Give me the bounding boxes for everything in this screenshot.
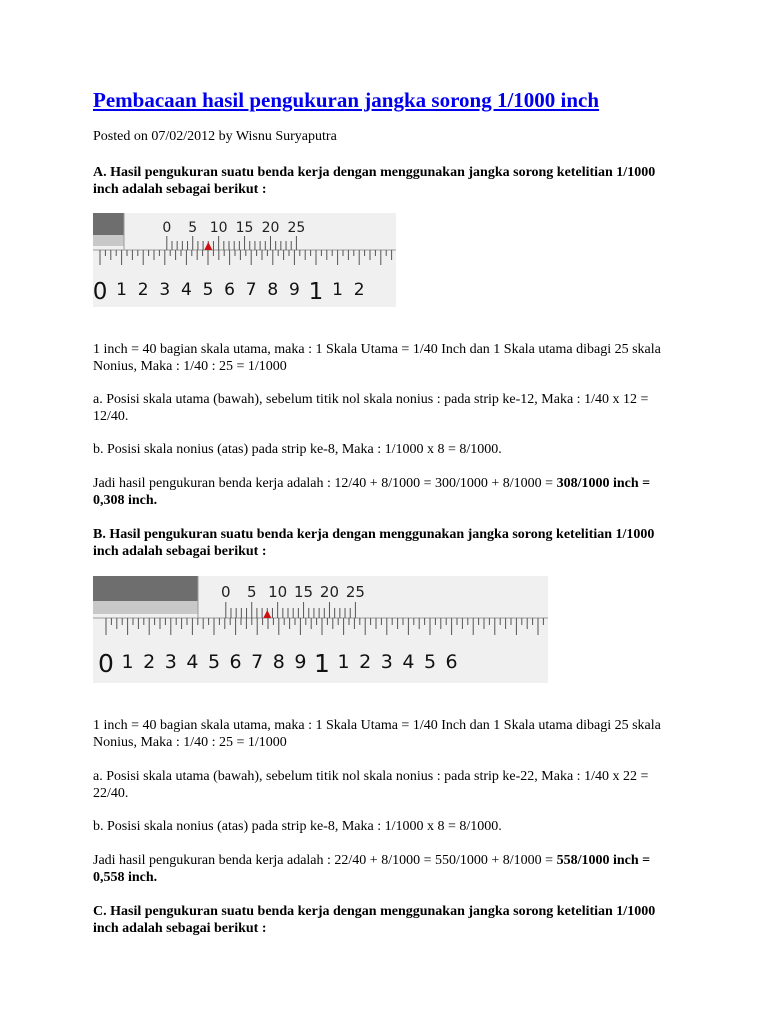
- main-scale-label: 3: [159, 280, 171, 300]
- main-scale-label: 7: [245, 280, 257, 300]
- vernier-scale-label: 20: [319, 583, 340, 601]
- main-scale-label: 9: [288, 280, 300, 300]
- main-scale-label: 3: [380, 651, 393, 673]
- main-scale-label: 1: [332, 280, 344, 300]
- caliper-figure-a: [93, 213, 396, 307]
- main-scale-label: 1: [308, 279, 324, 305]
- main-scale-label: 1: [337, 651, 350, 673]
- main-scale-label: 7: [251, 651, 264, 673]
- vernier-scale-label: 5: [188, 220, 198, 236]
- section-b-step-b: b. Posisi skala nonius (atas) pada strip ke-8, Maka : 1/1000 x 8 = 8/1000.: [93, 819, 502, 834]
- main-scale-label: 0: [98, 649, 114, 678]
- vernier-scale-label: 20: [261, 220, 280, 236]
- main-scale-label: 0: [93, 279, 108, 305]
- main-scale-label: 1: [121, 651, 134, 673]
- section-b-intro: 1 inch = 40 bagian skala utama, maka : 1 Skala Utama = 1/40 Inch dan 1 Skala utama dibagi 25 skala Nonius, Maka : 1/40 : 25 = 1/1000: [93, 718, 661, 750]
- result-value: 558/1000 inch = 0,558 inch.: [93, 853, 651, 885]
- jaw-dark-band: [93, 576, 198, 601]
- vernier-scale-label: 5: [246, 583, 257, 601]
- main-scale-label: 6: [445, 651, 458, 673]
- vernier-scale-label: 0: [162, 220, 172, 236]
- jaw-light-band: [93, 601, 198, 614]
- result-text: Jadi hasil pengukuran benda kerja adalah : 12/40 + 8/1000 = 300/1000 + 8/1000 =: [93, 476, 557, 491]
- vernier-scale-label: 15: [235, 220, 254, 236]
- vernier-scale-label: 10: [268, 583, 288, 601]
- section-a-heading: A. Hasil pengukuran suatu benda kerja dengan menggunakan jangka sorong ketelitian 1/1000 inch adalah sebagai berikut :: [93, 165, 656, 197]
- section-b-step-a: a. Posisi skala utama (bawah), sebelum titik nol skala nonius : pada strip ke-22, Maka : 1/40 x 22 = 22/40.: [93, 769, 649, 801]
- main-scale-label: 4: [402, 651, 415, 673]
- section-a-step-a: a. Posisi skala utama (bawah), sebelum titik nol skala nonius : pada strip ke-12, Maka : 1/40 x 12 = 12/40.: [93, 392, 649, 424]
- main-scale-label: 6: [224, 280, 236, 300]
- main-scale-label: 2: [137, 280, 149, 300]
- jaw-dark-band: [93, 213, 124, 235]
- jaw-light-band: [93, 235, 124, 246]
- vernier-scale-label: 25: [287, 220, 306, 236]
- main-scale-label: 5: [207, 651, 221, 673]
- main-scale-label: 8: [267, 280, 279, 300]
- vernier-scale-label: 0: [221, 583, 231, 601]
- result-value: 308/1000 inch = 0,308 inch.: [93, 476, 651, 508]
- main-scale-label: 5: [202, 280, 214, 300]
- section-b-heading: B. Hasil pengukuran suatu benda kerja dengan menggunakan jangka sorong ketelitian 1/1000 inch adalah sebagai berikut :: [93, 527, 655, 559]
- main-scale-label: 2: [143, 651, 156, 673]
- main-scale-label: 2: [359, 651, 372, 673]
- result-text: Jadi hasil pengukuran benda kerja adalah : 22/40 + 8/1000 = 550/1000 + 8/1000 =: [93, 853, 557, 868]
- main-scale-label: 1: [116, 280, 128, 300]
- main-scale-label: 4: [180, 280, 192, 300]
- section-c-heading: C. Hasil pengukuran suatu benda kerja dengan menggunakan jangka sorong ketelitian 1/1000 inch adalah sebagai berikut :: [93, 904, 656, 936]
- section-b-result: [93, 852, 683, 886]
- main-scale-label: 6: [229, 651, 242, 673]
- main-scale-label: 4: [186, 651, 199, 673]
- main-scale-label: 1: [314, 649, 330, 678]
- section-a-step-b: b. Posisi skala nonius (atas) pada strip ke-8, Maka : 1/1000 x 8 = 8/1000.: [93, 442, 502, 457]
- post-meta: Posted on 07/02/2012 by Wisnu Suryaputra: [93, 129, 337, 144]
- section-a-intro: 1 inch = 40 bagian skala utama, maka : 1 Skala Utama = 1/40 Inch dan 1 Skala utama dibagi 25 skala Nonius, Maka : 1/40 : 25 = 1/1000: [93, 342, 661, 374]
- section-a-result: [93, 475, 683, 509]
- main-scale-label: 9: [294, 651, 307, 673]
- main-scale-label: 8: [272, 651, 285, 673]
- vernier-scale-label: 15: [294, 583, 314, 601]
- post-title-link[interactable]: Pembacaan hasil pengukuran jangka sorong 1/1000 inch: [93, 88, 600, 112]
- vernier-scale-label: 25: [345, 583, 365, 601]
- vernier-scale-label: 10: [209, 220, 228, 236]
- caliper-figure-b: [93, 576, 548, 683]
- main-scale-label: 2: [353, 280, 365, 300]
- main-scale-label: 5: [423, 651, 437, 673]
- main-scale-label: 3: [164, 651, 177, 673]
